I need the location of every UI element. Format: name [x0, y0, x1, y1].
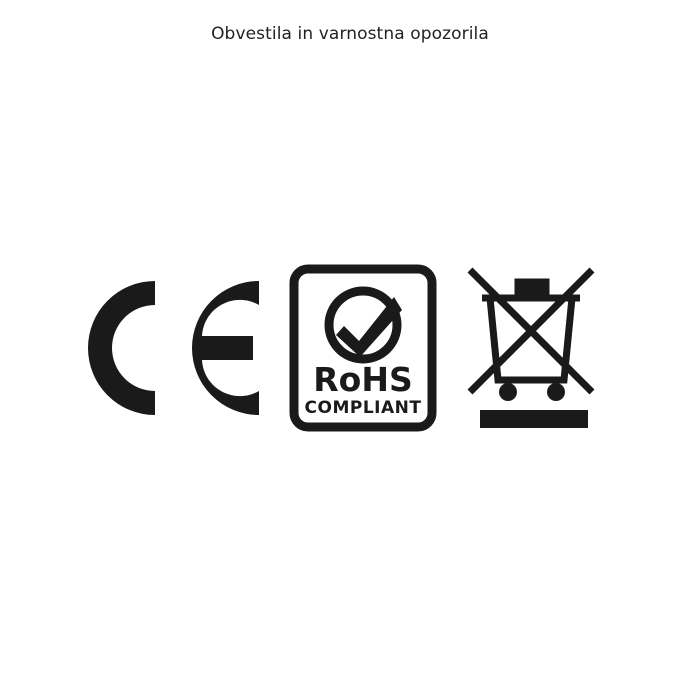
ce-marking-symbol — [78, 258, 278, 438]
compliance-symbol-row — [0, 258, 700, 438]
ce-marking-icon — [83, 263, 273, 433]
rohs-compliant-icon — [288, 263, 438, 433]
weee-symbol — [448, 258, 623, 438]
rohs-compliant-symbol — [278, 258, 448, 438]
page-title: Obvestila in varnostna opozorila — [211, 24, 489, 44]
svg-text:COMPLIANT: COMPLIANT — [304, 398, 421, 418]
svg-text:RoHS: RoHS — [312, 360, 413, 399]
weee-crossed-out-bin-icon — [460, 258, 610, 438]
